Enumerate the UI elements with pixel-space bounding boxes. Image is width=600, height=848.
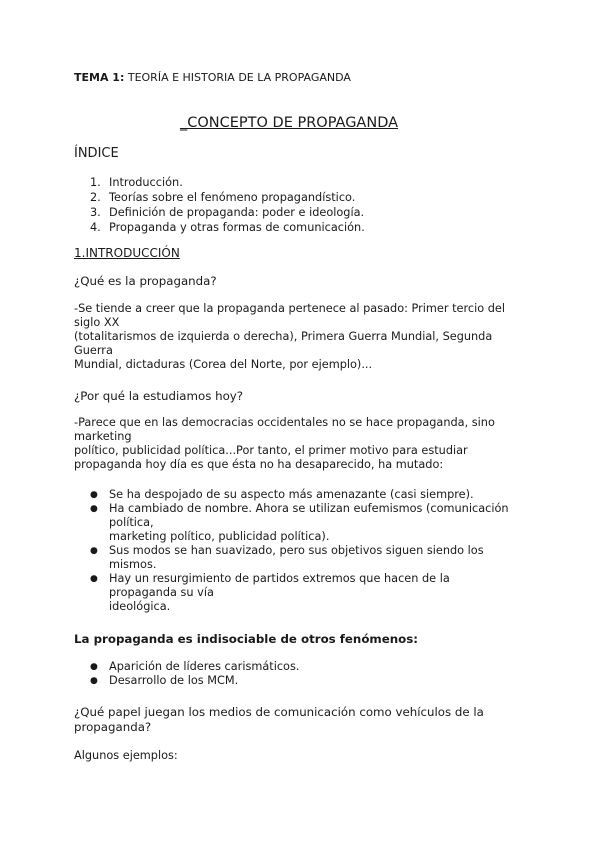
index-item: 4. Propaganda y otras formas de comunicación. [90,221,365,234]
list-item: ● Hay un resurgimiento de partidos extremos que hacen de la propaganda su vía ideológica. [90,572,450,613]
question-que-es: ¿Qué es la propaganda? [74,274,217,288]
list-item: ● Aparición de líderes carismáticos. [90,660,300,673]
topic-label: TEMA 1: [74,71,125,84]
paragraph-pasado: -Se tiende a creer que la propaganda pertenece al pasado: Primer tercio del siglo XX (totalitarismos de izquierda o derecha), Primera Guerra Mundial, Segunda Guerra Mundial, dictaduras (Corea del Norte, por ejemplo)... [74,302,505,371]
index-item: 3. Definición de propaganda: poder e ideología. [90,206,365,219]
bullet-list-fenomenos [90,660,299,688]
paragraph-ejemplos: Algunos ejemplos: [74,749,178,762]
question-por-que: ¿Por qué la estudiamos hoy? [74,389,244,403]
paragraph-democracias: -Parece que en las democracias occidentales no se hace propaganda, sino marketing político, publicidad política...Por tanto, el primer motivo para estudiar propaganda hoy día es que ésta no ha desaparecido, ha mutado: [74,416,495,471]
bullet-list-mutaciones [90,488,509,614]
bullet-icon: ● [90,676,98,686]
course-topic-line [74,71,351,84]
list-item: ● Desarrollo de los MCM. [90,674,239,687]
index-list [90,175,365,235]
page-title: _CONCEPTO DE PROPAGANDA [180,115,399,131]
index-heading: ÍNDICE [74,146,119,161]
index-item: 1. Introducción. [90,176,183,189]
bullet-icon: ● [90,574,98,584]
index-item: 2. Teorías sobre el fenómeno propagandístico. [90,191,356,204]
heading-fenomenos: La propaganda es indisociable de otros fenómenos: [74,632,418,646]
list-item: ● Se ha despojado de su aspecto más amenazante (casi siempre). [90,488,474,501]
bullet-icon: ● [90,662,98,672]
bullet-icon: ● [90,504,98,514]
bullet-icon: ● [90,546,98,556]
bullet-icon: ● [90,490,98,500]
question-papel-medios: ¿Qué papel juegan los medios de comunicación como vehículos de la propaganda? [74,705,484,734]
list-item: ● Ha cambiado de nombre. Ahora se utilizan eufemismos (comunicación política, marketing político, publicidad política). [90,502,509,543]
section-heading-introduccion: 1.INTRODUCCIÓN [74,246,180,260]
topic-title: TEORÍA E HISTORIA DE LA PROPAGANDA [124,71,351,84]
list-item: ● Sus modos se han suavizado, pero sus objetivos siguen siendo los mismos. [90,544,484,571]
